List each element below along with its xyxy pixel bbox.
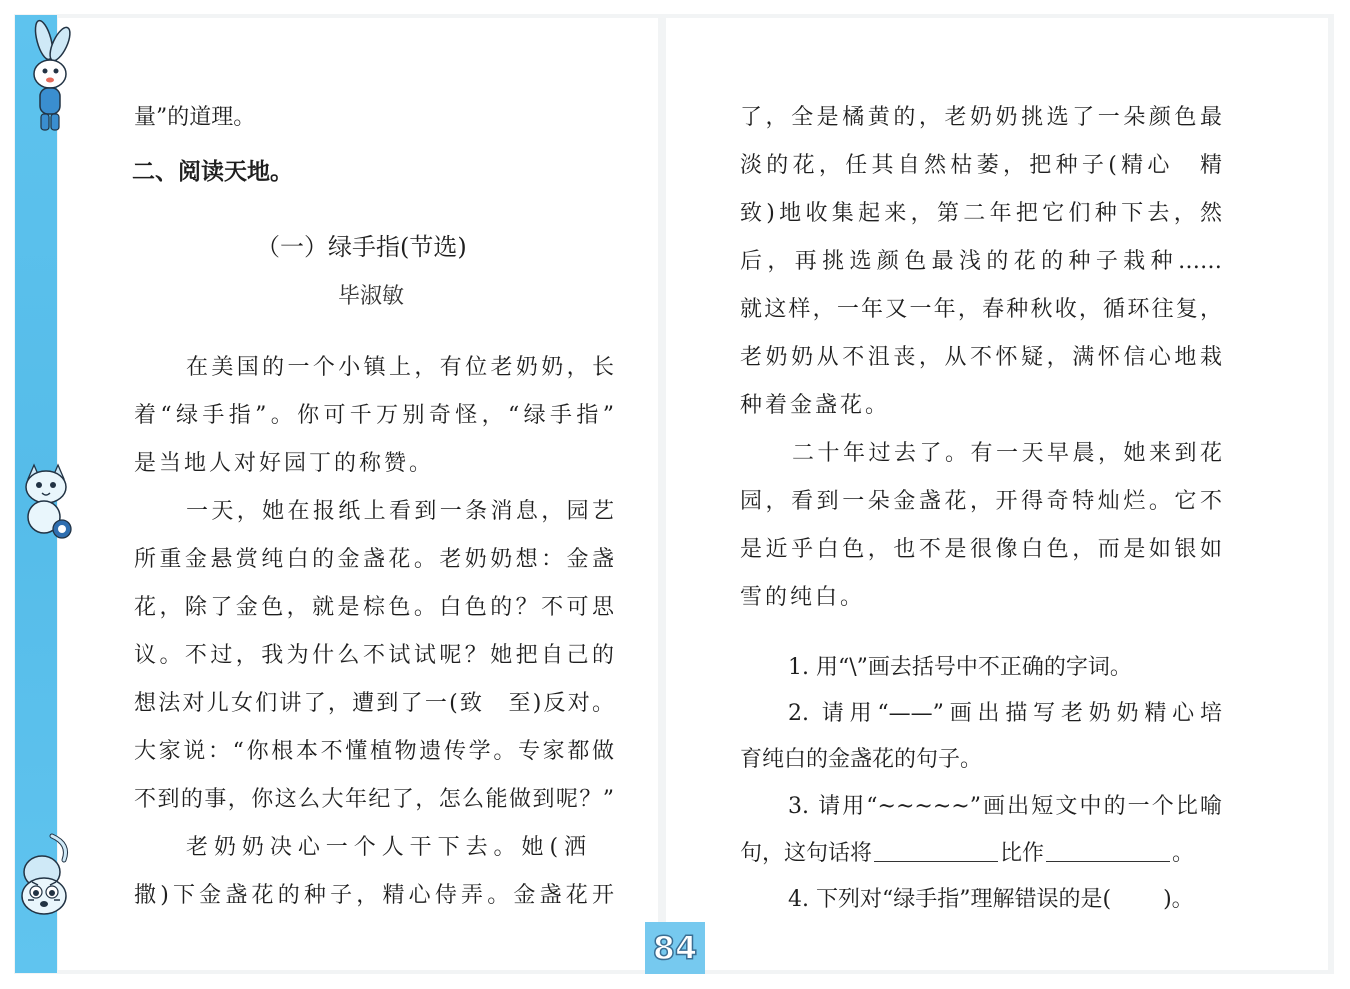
paragraph-line: 种着金盏花。 <box>740 393 891 418</box>
cat-mascot-icon <box>14 455 76 543</box>
section-heading: 二、阅读天地。 <box>132 159 293 185</box>
paragraph-line: 议。不过，我为什么不试试呢？她把自己的 <box>134 643 614 668</box>
question-1: 1. 用“\”画去括号中不正确的字词。 <box>788 655 1132 680</box>
intro-line: 量”的道理。 <box>134 105 256 130</box>
paragraph-line: 就这样，一年又一年，春种秋收，循环往复， <box>740 297 1222 322</box>
article-author: 毕淑敏 <box>338 284 405 309</box>
question-3-text-b: 比作 <box>1000 841 1045 866</box>
rabbit-mascot-icon <box>14 16 76 136</box>
paragraph-line: 园，看到一朵金盏花，开得奇特灿烂。它不 <box>740 489 1222 514</box>
question-3-line-2 <box>740 840 1194 868</box>
question-2-line-1: 2. 请用“——”画出描写老奶奶精心培 <box>788 701 1222 726</box>
paragraph-line: 老奶奶从不沮丧，从不怀疑，满怀信心地栽 <box>740 345 1222 370</box>
paragraph-line: 后，再挑选颜色最浅的花的种子栽种…… <box>740 249 1222 274</box>
question-4-text-b: )。 <box>1163 887 1194 912</box>
paragraph-line: 淡的花，任其自然枯萎，把种子(精心 精 <box>740 153 1222 178</box>
paragraph-line: 二十年过去了。有一天早晨，她来到花 <box>792 441 1222 466</box>
question-3-text-a: 句，这句话将 <box>740 841 873 866</box>
paragraph-line: 想法对儿女们讲了，遭到了一(致 至)反对。 <box>134 691 614 716</box>
paragraph-line: 了，全是橘黄的，老奶奶挑选了一朵颜色最 <box>740 105 1222 130</box>
answer-blank-1[interactable] <box>874 841 998 862</box>
question-3-text-c: 。 <box>1172 841 1195 866</box>
paragraph-line: 致)地收集起来，第二年把它们种下去，然 <box>740 201 1222 226</box>
page-number-badge <box>645 922 705 974</box>
answer-blank-2[interactable] <box>1046 841 1170 862</box>
tiger-mascot-icon <box>12 830 76 922</box>
paragraph-line: 一天，她在报纸上看到一条消息，园艺 <box>186 499 614 524</box>
paragraph-line: 所重金悬赏纯白的金盏花。老奶奶想：金盏 <box>134 547 614 572</box>
paragraph-line: 大家说：“你根本不懂植物遗传学。专家都做 <box>134 739 614 764</box>
paragraph-line: 花，除了金色，就是棕色。白色的？不可思 <box>134 595 614 620</box>
page-number: 84 <box>652 929 698 967</box>
paragraph-line: 雪的纯白。 <box>740 585 866 610</box>
paragraph-line: 在美国的一个小镇上，有位老奶奶，长 <box>186 355 614 380</box>
paragraph-line: 着“绿手指”。你可千万别奇怪，“绿手指” <box>134 403 614 428</box>
question-2-line-2: 育纯白的金盏花的句子。 <box>740 747 983 772</box>
paragraph-line: 不到的事，你这么大年纪了，怎么能做到呢？” <box>134 787 614 812</box>
paragraph-line: 是近乎白色，也不是很像白色，而是如银如 <box>740 537 1222 562</box>
question-4-text-a: 4. 下列对“绿手指”理解错误的是( <box>788 887 1112 912</box>
article-title: （一）绿手指(节选) <box>256 233 467 261</box>
paragraph-line: 老奶奶决心一个人干下去。她(洒 <box>186 835 586 860</box>
paragraph-line: 撒)下金盏花的种子，精心侍弄。金盏花开 <box>134 883 614 908</box>
question-3-line-1: 3. 请用“~~~~~”画出短文中的一个比喻 <box>788 794 1222 819</box>
paragraph-line: 是当地人对好园丁的称赞。 <box>134 451 435 476</box>
question-4 <box>788 886 1194 914</box>
